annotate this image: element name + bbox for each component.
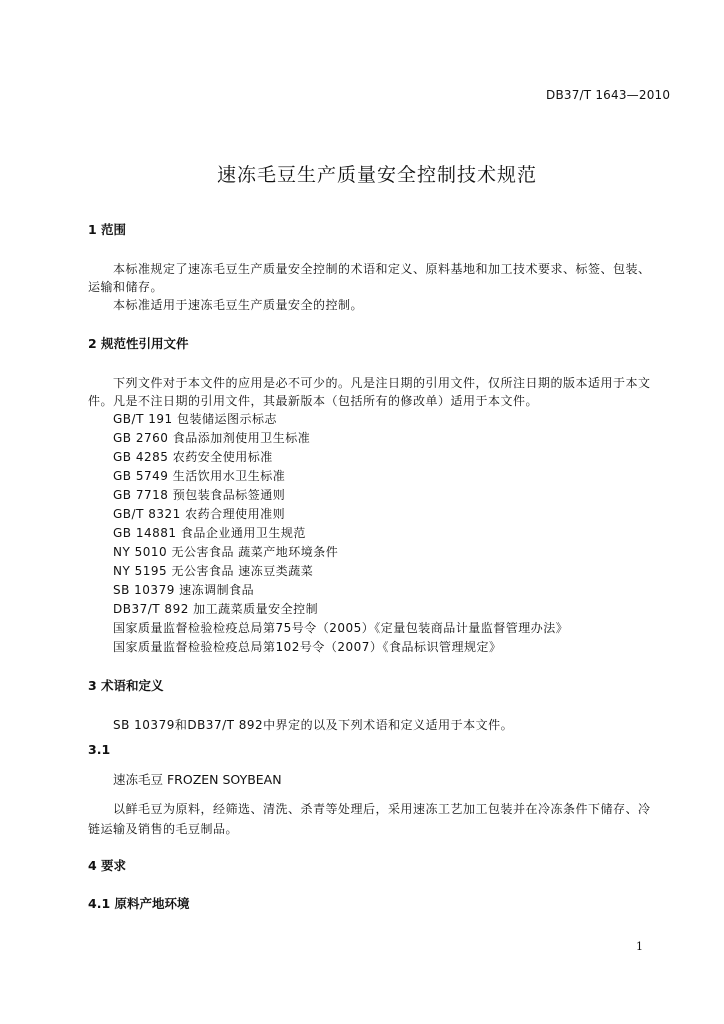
- reference-item: SB 10379 速冻调制食品: [113, 583, 255, 597]
- reference-item: DB37/T 892 加工蔬菜质量安全控制: [113, 602, 319, 616]
- reference-item: 国家质量监督检验检疫总局第102号令（2007）《食品标识管理规定》: [113, 640, 502, 654]
- reference-item: GB/T 191 包装储运图示标志: [113, 412, 277, 426]
- reference-item: 国家质量监督检验检疫总局第75号令（2005）《定量包装商品计量监督管理办法》: [113, 621, 569, 635]
- section-4-1-heading: 4.1 原料产地环境: [88, 896, 190, 911]
- document-title: 速冻毛豆生产质量安全控制技术规范: [217, 164, 538, 186]
- reference-item: GB 4285 农药安全使用标准: [113, 450, 273, 464]
- section-1-para1-line2: 运输和储存。: [88, 280, 164, 294]
- reference-item: GB 7718 预包装食品标签通则: [113, 488, 286, 502]
- reference-item: GB/T 8321 农药合理使用准则: [113, 507, 286, 521]
- section-1-para1-line1: 本标准规定了速冻毛豆生产质量安全控制的术语和定义、原料基地和加工技术要求、标签、包装、: [113, 262, 651, 276]
- section-1-para2: 本标准适用于速冻毛豆生产质量安全的控制。: [113, 298, 364, 312]
- reference-item: NY 5195 无公害食品 速冻豆类蔬菜: [113, 564, 314, 578]
- reference-item: NY 5010 无公害食品 蔬菜产地环境条件: [113, 545, 339, 559]
- term-definition-line2: 链运输及销售的毛豆制品。: [88, 822, 239, 836]
- reference-item: GB 2760 食品添加剂使用卫生标准: [113, 431, 311, 445]
- section-3-intro: SB 10379和DB37/T 892中界定的以及下列术语和定义适用于本文件。: [113, 718, 514, 732]
- reference-item: GB 5749 生活饮用水卫生标准: [113, 469, 286, 483]
- reference-item: GB 14881 食品企业通用卫生规范: [113, 526, 306, 540]
- term-definition-line1: 以鲜毛豆为原料，经筛选、清洗、杀青等处理后，采用速冻工艺加工包装并在冷冻条件下储存、冷: [113, 802, 651, 816]
- section-4-heading: 4 要求: [88, 858, 127, 873]
- section-2-intro-line1: 下列文件对于本文件的应用是必不可少的。凡是注日期的引用文件，仅所注日期的版本适用于本文: [113, 376, 651, 390]
- section-1-heading: 1 范围: [88, 222, 127, 237]
- term-title: 速冻毛豆 FROZEN SOYBEAN: [113, 772, 282, 787]
- section-3-1-number: 3.1: [88, 742, 111, 757]
- standard-code: DB37/T 1643—2010: [546, 88, 671, 102]
- section-2-heading: 2 规范性引用文件: [88, 336, 189, 351]
- section-2-intro-line2: 件。凡是不注日期的引用文件，其最新版本（包括所有的修改单）适用于本文件。: [88, 394, 539, 408]
- section-3-heading: 3 术语和定义: [88, 678, 164, 693]
- page-number: 1: [636, 940, 643, 953]
